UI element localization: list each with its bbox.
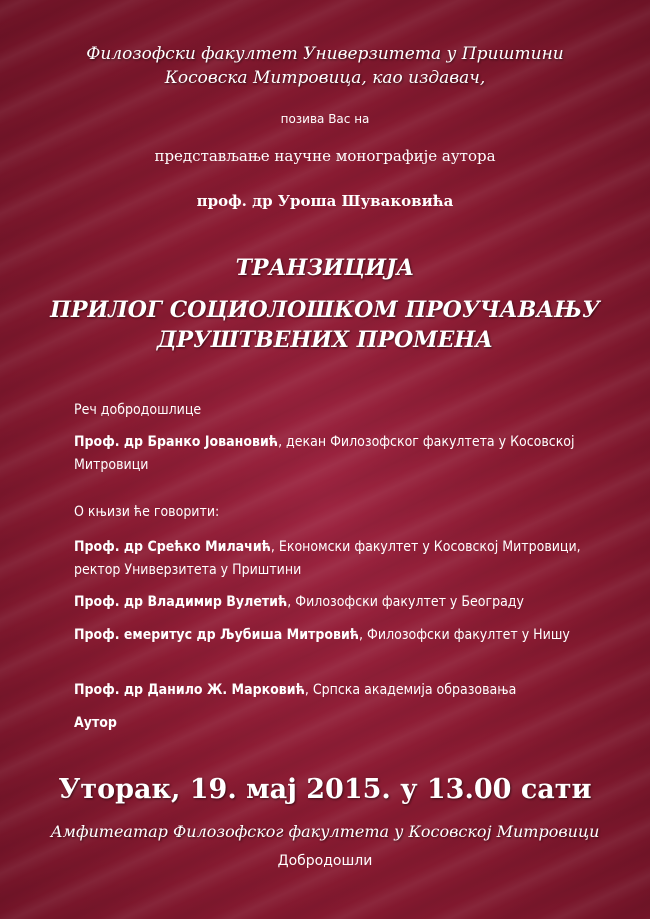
author-label: Аутор: [74, 715, 117, 731]
dean-role: , декан Филозофског факултета у Косовској Митровици: [74, 434, 575, 473]
author-name: проф. др Уроша Шуваковића: [196, 192, 454, 210]
speaker-entry: [74, 679, 594, 702]
speakers-label: О књизи ће говорити:: [74, 504, 220, 520]
publisher-line-1: Филозофски факултет Универзитета у Приштини: [86, 44, 564, 64]
speaker-entry: [74, 536, 594, 582]
dean-entry: [74, 431, 594, 477]
event-date: Уторак, 19. мај 2015. у 13.00 сати: [58, 774, 592, 805]
speaker-entry: [74, 624, 594, 647]
speaker-entry: [74, 591, 594, 614]
speaker-name: Проф. др Владимир Вулетић: [74, 594, 288, 610]
presentation-text: представљање научне монографије аутора: [154, 147, 496, 165]
author-speaker-label: [74, 712, 594, 735]
speaker-role: , Економски факултет у Косовској Митровици, ректор Универзитета у Приштини: [74, 539, 581, 578]
greeting-text: Добродошли: [277, 853, 373, 869]
publisher-line-2: Косовска Митровица, као издавач,: [164, 68, 486, 88]
speaker-name: Проф. др Срећко Милачић: [74, 539, 271, 555]
invitation-text: позива Вас на: [280, 112, 370, 126]
book-title-line-3: ДРУШТВЕНИХ ПРОМЕНА: [156, 327, 494, 353]
speaker-role: , Српска академија образовања: [304, 682, 517, 698]
speaker-name: Проф. др Данило Ж. Марковић: [74, 682, 305, 698]
event-venue: Амфитеатар Филозофског факултета у Косовској Митровици: [50, 822, 600, 841]
speaker-role: , Филозофски факултет у Београду: [287, 594, 524, 610]
book-title-line-1: ТРАНЗИЦИЈА: [235, 255, 415, 281]
book-title-line-2: ПРИЛОГ СОЦИОЛОШКОМ ПРОУЧАВАЊУ: [50, 297, 600, 323]
dean-name: Проф. др Бранко Јовановић: [74, 434, 279, 450]
speaker-name: Проф. емеритус др Љубиша Митровић: [74, 627, 360, 643]
welcome-label: Реч добродошлице: [74, 402, 202, 418]
speaker-role: , Филозофски факултет у Нишу: [359, 627, 570, 643]
